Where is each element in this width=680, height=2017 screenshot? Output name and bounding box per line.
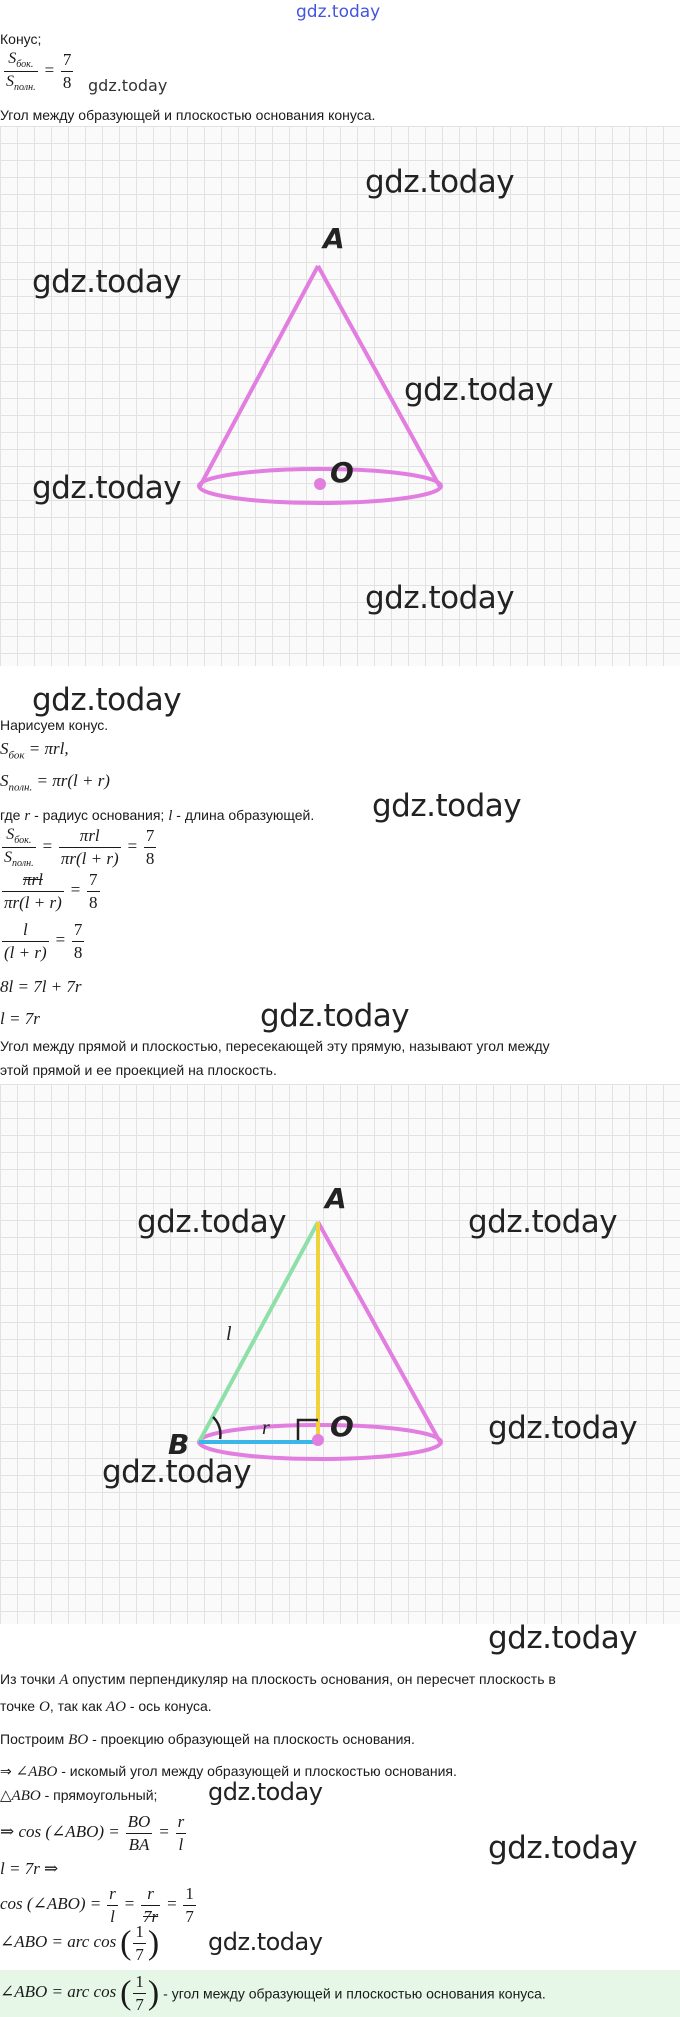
- answer-formula-2: ∠ABO = arc cos ( $\frac{1}{7}$ ) - угол между образующей и плоскостью основания конуса.: [0, 1972, 546, 2014]
- equation-3: $\frac{l}{(l + r)}$ = $\frac{7}{8}$: [4, 920, 83, 962]
- total-area-formula: $S_{полн.} = \pi r(l + r)$: [0, 771, 110, 794]
- ratio-value: $\frac{7}{8}$: [62, 50, 72, 93]
- watermark: gdz.today: [208, 1928, 323, 1956]
- watermark: gdz.today: [365, 580, 515, 616]
- watermark: gdz.today: [32, 264, 182, 300]
- center-point: [312, 1434, 324, 1446]
- cone-1-drawing: [0, 126, 680, 666]
- perpendicular-line-1: Из точки A опустим перпендикуляр на плоскость основания, он пересчет плоскость в: [0, 1671, 556, 1688]
- figure-cone-2: [0, 1084, 680, 1624]
- draw-cone-text: Нарисуем конус.: [0, 717, 109, 733]
- watermark: gdz.today: [404, 372, 554, 408]
- ratio-fraction: $\frac{S_{бок.}}{S_{полн.}}$: [6, 50, 36, 94]
- label-b: B: [168, 1428, 190, 1461]
- watermark: gdz.today: [88, 76, 168, 95]
- where-text: где r - радиус основания; l - длина образующей.: [0, 807, 315, 824]
- definition-line-2: этой прямой и ее проекцией на плоскость.: [0, 1062, 277, 1078]
- generatrix-l: [199, 1222, 318, 1442]
- equation-2: $\frac{\text{πrl}}{\pi r(l + r)}$ = $\frac{7}{8}$: [4, 870, 98, 912]
- cone-2-drawing: [0, 1084, 680, 1624]
- watermark: gdz.today: [32, 470, 182, 506]
- l-equals-7r: l = 7r ⇒: [0, 1859, 59, 1878]
- right-triangle-text: △ABO - прямоугольный;: [0, 1787, 158, 1804]
- equation-1: $\frac{S_{бок.}}{S_{полн.}}$ = $\frac{\text{πrl}}{\pi r(l + r)}$ = $\frac{7}{8}$: [4, 826, 155, 870]
- watermark: gdz.today: [137, 1204, 287, 1240]
- header-watermark[interactable]: gdz.today: [296, 2, 381, 22]
- watermark: gdz.today: [32, 682, 182, 718]
- problem-question: Угол между образующей и плоскостью основания конуса.: [0, 107, 376, 123]
- equation-5: l = 7r: [0, 1009, 40, 1028]
- center-point: [314, 478, 326, 490]
- cos-formula-1: ⇒ cos (∠ABO) = $\frac{BO}{BA}$ = $\frac{r}{l}$: [0, 1812, 185, 1854]
- watermark: gdz.today: [488, 1410, 638, 1446]
- watermark: gdz.today: [365, 164, 515, 200]
- watermark: gdz.today: [102, 1454, 252, 1490]
- cone-label: Конус;: [0, 31, 42, 47]
- label-a: A: [325, 1182, 347, 1215]
- watermark: gdz.today: [488, 1620, 638, 1656]
- watermark: gdz.today: [260, 998, 410, 1034]
- watermark: gdz.today: [372, 788, 522, 824]
- answer-formula-1: ∠ABO = arc cos ( $\frac{1}{7}$ ): [0, 1922, 160, 1964]
- label-r: r: [262, 1417, 270, 1439]
- lateral-area-formula: $S_{бок} = \pi rl$,: [0, 739, 69, 762]
- label-o: O: [330, 456, 354, 489]
- projection-text: Построим BO - проекцию образующей на плоскость основания.: [0, 1731, 415, 1748]
- cos-formula-2: cos (∠ABO) = $\frac{r}{l}$ = $\frac{r}{7r}$ = $\frac{1}{7}$: [0, 1884, 194, 1926]
- definition-line-1: Угол между прямой и плоскостью, пересекающей эту прямую, называют угол между: [0, 1038, 550, 1054]
- label-l: l: [226, 1323, 232, 1345]
- watermark: gdz.today: [488, 1830, 638, 1866]
- ratio-formula: $\frac{S_{бок.}}{S_{полн.}}$ = $\frac{7}{8}$: [6, 50, 72, 94]
- sought-angle-text: ⇒ ∠ABO - искомый угол между образующей и плоскостью основания.: [0, 1763, 457, 1780]
- watermark: gdz.today: [468, 1204, 618, 1240]
- label-o: O: [330, 1410, 354, 1443]
- figure-cone-1: [0, 126, 680, 666]
- label-a: A: [323, 222, 345, 255]
- equation-4: 8l = 7l + 7r: [0, 977, 82, 996]
- perpendicular-line-2: точке O, так как AO - ось конуса.: [0, 1698, 212, 1715]
- watermark: gdz.today: [208, 1778, 323, 1806]
